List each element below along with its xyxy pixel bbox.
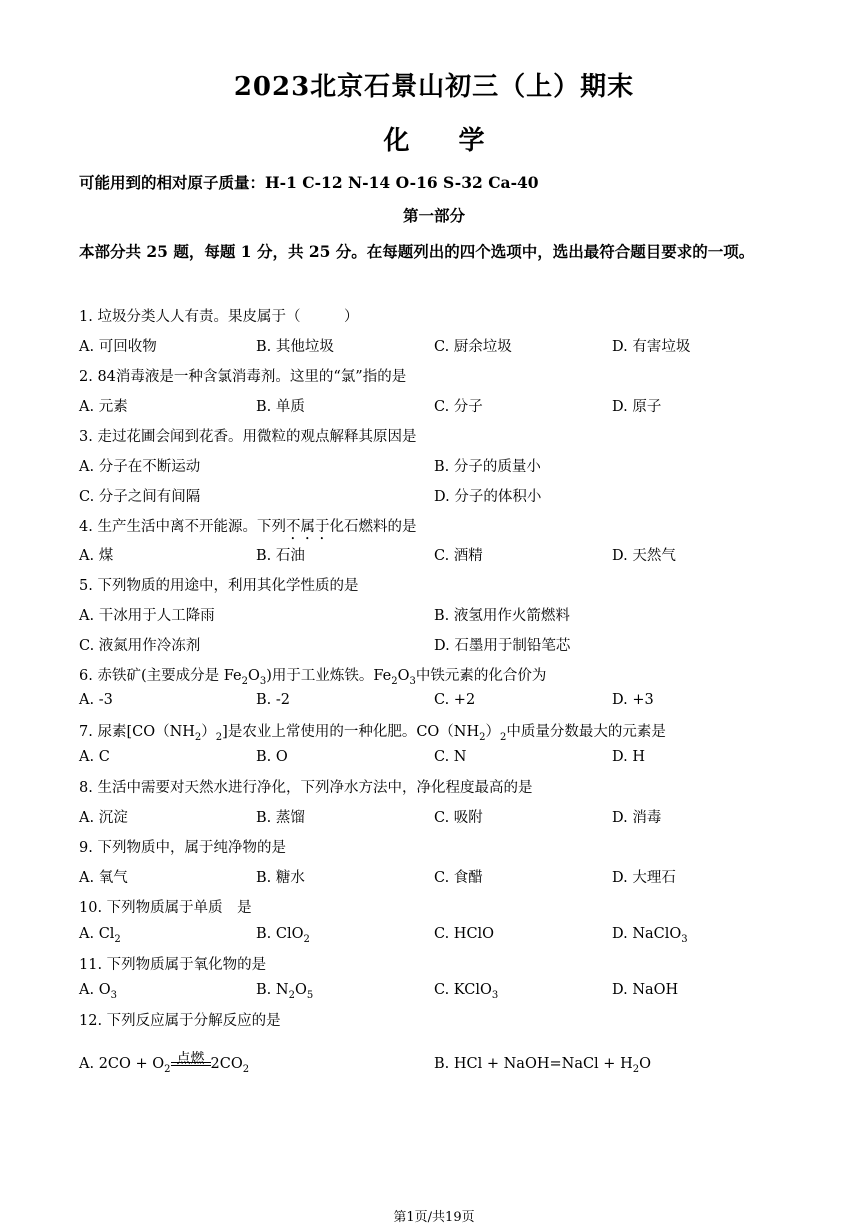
q11-b-text: B. N: [256, 982, 289, 998]
q10-option-b: [256, 926, 310, 945]
q2-option-b: B. 单质: [256, 399, 305, 415]
q2-option-c: C. 分子: [434, 399, 483, 415]
q9-option-a: A. 氧气: [79, 870, 128, 886]
q12-a-pre: A. 2CO + O: [79, 1056, 165, 1072]
q4-stem-emphasis: 不属于: [285, 519, 330, 535]
question-7: [79, 720, 666, 743]
q11-option-a: [79, 982, 117, 1001]
q10-d-text: D. NaClO: [612, 926, 682, 942]
q8-option-b: B. 蒸馏: [256, 810, 305, 826]
question-1: 1. 垃圾分类人人有责。果皮属于（ ）: [79, 309, 359, 325]
q9-option-c: C. 食醋: [434, 870, 483, 886]
q6-option-b: B. -2: [256, 692, 290, 708]
q2-option-d: D. 原子: [612, 399, 662, 415]
question-6: [79, 664, 546, 687]
q8-option-d: D. 消毒: [612, 810, 662, 826]
q10-a-text: A. Cl: [79, 926, 115, 942]
q9-option-b: B. 糖水: [256, 870, 305, 886]
q4-option-d: D. 天然气: [612, 548, 676, 564]
q11-c-text: C. KClO: [434, 982, 492, 998]
q6-stem-post: 中铁元素的化合价为: [415, 668, 547, 684]
q3-option-b: B. 分子的质量小: [434, 459, 541, 475]
q7-stem-mid: ）: [201, 724, 216, 740]
subscript: 3: [409, 675, 416, 687]
subscript: 2: [194, 731, 202, 743]
q5-option-d: D. 石墨用于制铅笔芯: [434, 638, 571, 654]
q11-a-text: A. O: [79, 982, 111, 998]
q7-stem-post: 中质量分数最大的元素是: [506, 724, 666, 740]
q12-option-a: [79, 1051, 250, 1075]
q5-option-a: A. 干冰用于人工降雨: [79, 608, 215, 624]
q7-option-d: D. H: [612, 749, 645, 765]
subscript: 2: [242, 1063, 250, 1075]
q10-option-a: [79, 926, 121, 945]
question-8: 8. 生活中需要对天然水进行净化，下列净水方法中，净化程度最高的是: [79, 780, 533, 796]
q6-option-a: A. -3: [79, 692, 113, 708]
q5-option-b: B. 液氢用作火箭燃料: [434, 608, 570, 624]
subscript: 2: [479, 731, 486, 743]
q7-option-c: C. N: [434, 749, 467, 765]
reaction-condition-label: 点燃: [176, 1051, 205, 1067]
q6-formula-o: O: [397, 668, 410, 684]
question-3: 3. 走过花圃会闻到花香。用微粒的观点解释其原因是: [79, 429, 417, 445]
question-9: 9. 下列物质中，属于纯净物的是: [79, 840, 286, 856]
page-title: 2023北京石景山初三（上）期末: [233, 72, 635, 102]
subject-title: 化 学: [383, 126, 485, 156]
q6-formula-o: O: [247, 668, 260, 684]
q11-option-c: [434, 982, 498, 1001]
q6-option-c: C. +2: [434, 692, 476, 708]
q6-stem-mid: )用于工业炼铁。Fe: [266, 668, 392, 684]
q8-option-a: A. 沉淀: [79, 810, 128, 826]
question-11: 11. 下列物质属于氧化物的是: [79, 957, 267, 973]
q4-option-a: A. 煤: [79, 548, 114, 564]
subscript: 2: [215, 731, 223, 743]
q12-b-post: O: [639, 1056, 651, 1072]
q6-stem-pre: 6. 赤铁矿(主要成分是 Fe: [79, 668, 242, 684]
subscript: 5: [306, 989, 314, 1001]
q12-b-pre: B. HCl + NaOH=NaCl + H: [434, 1056, 633, 1072]
question-5: 5. 下列物质的用途中，利用其化学性质的是: [79, 578, 359, 594]
subscript: 2: [632, 1063, 640, 1075]
subscript: 3: [681, 933, 688, 945]
q3-option-c: C. 分子之间有间隔: [79, 489, 201, 505]
q12-option-b: [434, 1056, 651, 1075]
q10-b-text: B. ClO: [256, 926, 304, 942]
q4-option-b: B. 石油: [256, 548, 305, 564]
question-2: 2. 84消毒液是一种含氯消毒剂。这里的“氯”指的是: [79, 369, 407, 385]
subscript: 2: [164, 1063, 171, 1075]
q7-stem-mid2: ]是农业上常使用的一种化肥。CO（NH: [222, 724, 480, 740]
question-4: [79, 515, 416, 543]
q8-option-c: C. 吸附: [434, 810, 483, 826]
q7-option-b: B. O: [256, 749, 288, 765]
q1-option-d: D. 有害垃圾: [612, 339, 691, 355]
question-10: 10. 下列物质属于单质 是: [79, 900, 252, 916]
subscript: 3: [110, 989, 117, 1001]
q4-option-c: C. 酒精: [434, 548, 483, 564]
q2-option-a: A. 元素: [79, 399, 128, 415]
q11-option-d: D. NaOH: [612, 982, 679, 998]
q4-stem-post: 化石燃料的是: [329, 519, 417, 535]
part-title: 第一部分: [402, 206, 465, 225]
subscript: 2: [288, 989, 295, 1001]
q1-option-b: B. 其他垃圾: [256, 339, 334, 355]
q5-option-c: C. 液氮用作冷冻剂: [79, 638, 201, 654]
q10-option-c: C. HClO: [434, 926, 495, 942]
question-12: 12. 下列反应属于分解反应的是: [79, 1013, 281, 1029]
subscript: 3: [259, 675, 267, 687]
subscript: 2: [114, 933, 121, 945]
q10-option-d: [612, 926, 688, 945]
page-footer: 第1页/共19页: [393, 1210, 475, 1225]
q9-option-d: D. 大理石: [612, 870, 676, 886]
subscript: 2: [241, 675, 248, 687]
q6-option-d: D. +3: [612, 692, 654, 708]
subscript: 2: [500, 731, 507, 743]
q1-option-c: C. 厨余垃圾: [434, 339, 512, 355]
q11-option-b: [256, 982, 313, 1001]
q4-stem-pre: 4. 生产生活中离不开能源。下列: [79, 519, 286, 535]
q12-a-post: 2CO: [210, 1056, 243, 1072]
subscript: 3: [491, 989, 499, 1001]
q3-option-d: D. 分子的体积小: [434, 489, 542, 505]
q3-option-a: A. 分子在不断运动: [79, 459, 201, 475]
q7-stem-mid: ）: [485, 724, 501, 740]
subscript: 2: [303, 933, 310, 945]
instructions: 本部分共 25 题，每题 1 分，共 25 分。在每题列出的四个选项中，选出最符合题目要求的一项。: [79, 242, 755, 261]
q7-stem-pre: 7. 尿素[CO（NH: [79, 724, 195, 740]
q11-formula-o: O: [294, 982, 307, 998]
q1-option-a: A. 可回收物: [79, 339, 157, 355]
q7-option-a: A. C: [79, 749, 110, 765]
atomic-mass-line: 可能用到的相对原子质量：H-1 C-12 N-14 O-16 S-32 Ca-40: [79, 173, 539, 192]
subscript: 2: [391, 675, 398, 687]
